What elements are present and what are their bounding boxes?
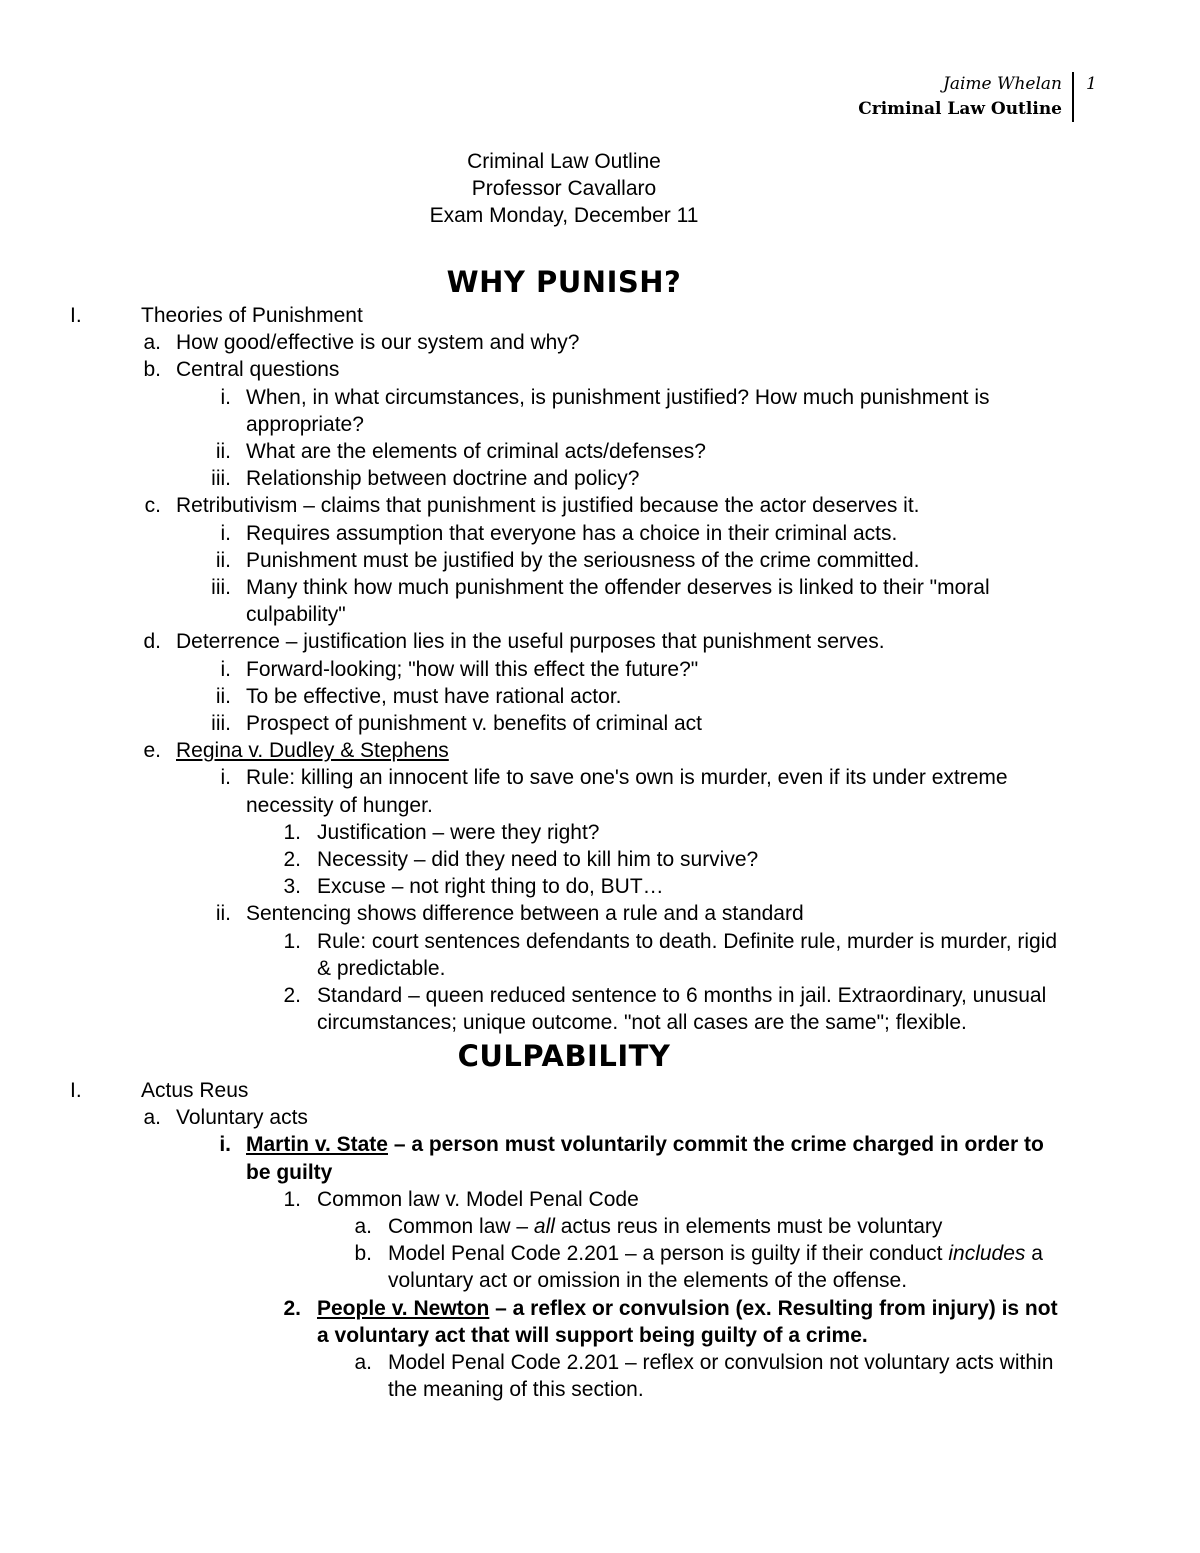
outline-item: c. Retributivism – claims that punishment is justified because the actor deserves it.: [144, 494, 920, 518]
section-heading-why-punish: WHY PUNISH?: [446, 265, 682, 299]
outline-item: ii. To be effective, must have rational actor.: [215, 684, 622, 708]
outline-item: a. Voluntary acts: [143, 1106, 308, 1130]
outline-item: d. Deterrence – justification lies in the useful purposes that punishment serves.: [143, 630, 885, 654]
outline-item: a. How good/effective is our system and why?: [143, 331, 580, 355]
outline-item: i. When, in what circumstances, is punishment justified? How much punishment is: [220, 385, 990, 409]
running-header: [858, 72, 1074, 122]
outline-item: a. Model Penal Code 2.201 – reflex or convulsion not voluntary acts within: [354, 1351, 1054, 1375]
outline-item: 2. People v. Newton – a reflex or convulsion (ex. Resulting from injury) is not: [283, 1296, 1058, 1320]
outline-item: 3. Excuse – not right thing to do, BUT…: [283, 875, 664, 899]
outline-item: 2. Standard – queen reduced sentence to 6 months in jail. Extraordinary, unusual: [283, 984, 1047, 1008]
doc-professor: Professor Cavallaro: [471, 177, 657, 200]
case-name: Martin v. State: [246, 1133, 388, 1157]
outline-item: e. Regina v. Dudley & Stephens: [143, 739, 449, 763]
outline-item: 1. Justification – were they right?: [283, 820, 600, 844]
outline-item: b. Model Penal Code 2.201 – a person is guilty if their conduct includes a: [354, 1242, 1043, 1266]
outline-item-continuation: appropriate?: [246, 412, 364, 436]
outline-item: ii. Punishment must be justified by the seriousness of the crime committed.: [215, 548, 920, 572]
outline-item: i. Rule: killing an innocent life to save one's own is murder, even if its under extreme: [220, 766, 1008, 790]
outline-item-continuation: voluntary act or omission in the elements of the offense.: [388, 1269, 908, 1293]
outline-item-continuation: & predictable.: [317, 956, 446, 980]
outline-item-continuation: a voluntary act that will support being guilty of a crime.: [317, 1323, 868, 1347]
case-name: People v. Newton: [317, 1296, 490, 1320]
outline-item: i. Forward-looking; "how will this effect the future?": [220, 657, 699, 681]
section-heading-culpability: CULPABILITY: [457, 1039, 671, 1073]
outline-item: I. Theories of Punishment: [70, 304, 363, 327]
outline-item: 1. Common law v. Model Penal Code: [283, 1187, 639, 1211]
outline-item: iii. Relationship between doctrine and policy?: [211, 467, 640, 491]
outline-item: i. Requires assumption that everyone has a choice in their criminal acts.: [220, 521, 898, 545]
outline-why-punish: [0, 302, 1160, 1036]
outline-item: ii. Sentencing shows difference between a rule and a standard: [215, 902, 804, 926]
outline-item-continuation: be guilty: [246, 1160, 333, 1184]
outline-item: iii. Many think how much punishment the offender deserves is linked to their "moral: [211, 576, 990, 600]
outline-culpability: [0, 1077, 1160, 1403]
outline-item: i. Martin v. State – a person must voluntarily commit the crime charged in order to: [219, 1133, 1044, 1157]
outline-item: 1. Rule: court sentences defendants to death. Definite rule, murder is murder, rigid: [283, 929, 1058, 953]
outline-item: a. Common law – all actus reus in elements must be voluntary: [354, 1215, 943, 1239]
header-author: Jaime Whelan: [943, 74, 1062, 94]
outline-item: ii. What are the elements of criminal acts/defenses?: [215, 440, 706, 464]
outline-item-continuation: circumstances; unique outcome. "not all cases are the same"; flexible.: [317, 1011, 967, 1035]
case-name: Regina v. Dudley & Stephens: [176, 739, 449, 763]
outline-item: b. Central questions: [143, 358, 340, 382]
outline-item-continuation: culpability": [246, 603, 346, 627]
title-block: [0, 148, 1128, 229]
doc-exam-date: Exam Monday, December 11: [429, 204, 699, 227]
outline-item-continuation: the meaning of this section.: [388, 1378, 644, 1402]
doc-title: Criminal Law Outline: [467, 150, 661, 173]
header-title: Criminal Law Outline: [858, 99, 1062, 119]
outline-item: I. Actus Reus: [70, 1079, 249, 1102]
outline-item-continuation: necessity of hunger.: [246, 793, 433, 817]
page-number: 1: [1086, 74, 1097, 94]
outline-item: 2. Necessity – did they need to kill him to survive?: [283, 848, 759, 872]
outline-item: iii. Prospect of punishment v. benefits of criminal act: [211, 712, 702, 736]
